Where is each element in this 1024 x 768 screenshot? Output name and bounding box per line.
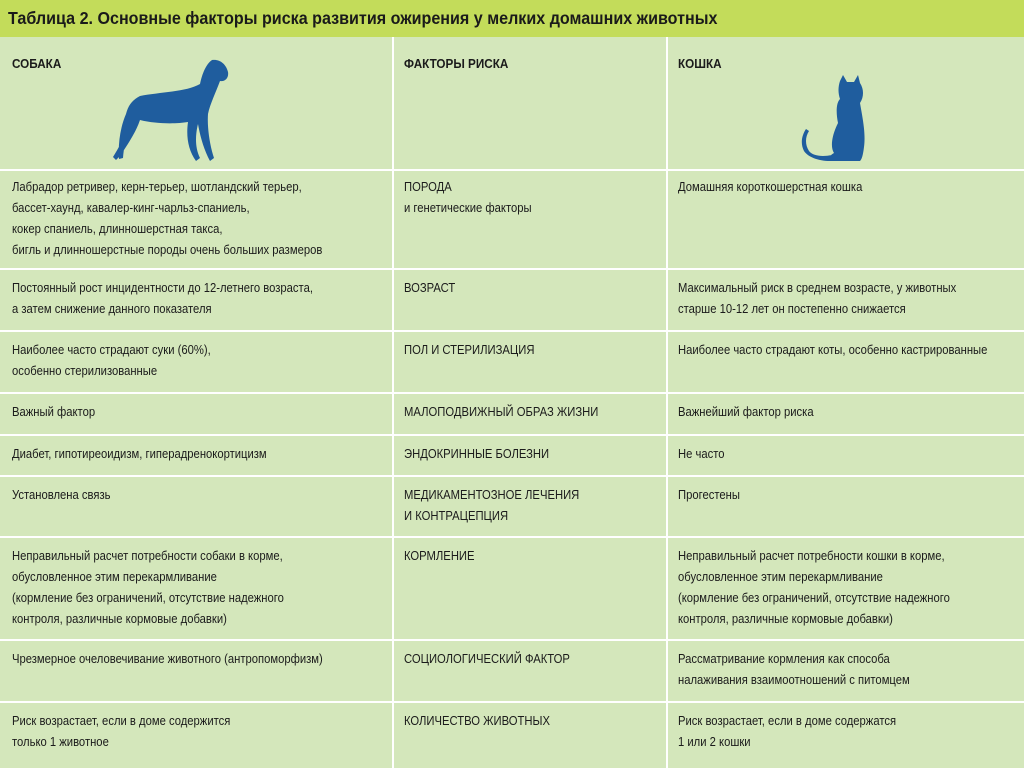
- factor-cell: ВОЗРАСТ: [404, 281, 456, 295]
- header-dog: СОБАКА: [12, 56, 62, 71]
- risk-factors-table: [0, 37, 1024, 768]
- dog-cell: Неправильный расчет потребности собаки в корме, обусловленное этим перекармливание (кормление без ограничений, отсутствие надежного контроля, различные кормовые добавки): [12, 549, 284, 626]
- table-row: [0, 538, 1024, 639]
- table-title: Таблица 2. Основные факторы риска развития ожирения у мелких домашних животных: [8, 8, 718, 28]
- table-row: [0, 332, 1024, 392]
- cat-silhouette-icon: [800, 75, 870, 165]
- table-row: [0, 641, 1024, 701]
- dog-cell: Установлена связь: [12, 488, 111, 502]
- cat-cell: Неправильный расчет потребности кошки в корме, обусловленное этим перекармливание (кормление без ограничений, отсутствие надежного контроля, различные кормовые добавки): [678, 549, 950, 626]
- cat-cell: Максимальный риск в среднем возрасте, у животных старше 10-12 лет он постепенно снижается: [678, 281, 957, 316]
- cat-cell: Наиболее часто страдают коты, особенно кастрированные: [678, 343, 988, 357]
- factor-cell: ПОЛ И СТЕРИЛИЗАЦИЯ: [404, 343, 535, 357]
- factor-cell: КОРМЛЕНИЕ: [404, 549, 475, 563]
- table-row: [0, 703, 1024, 768]
- factor-cell: МЕДИКАМЕНТОЗНОЕ ЛЕЧЕНИЯ И КОНТРАЦЕПЦИЯ: [404, 488, 580, 523]
- factor-cell: СОЦИОЛОГИЧЕСКИЙ ФАКТОР: [404, 652, 570, 666]
- cat-cell: Не часто: [678, 447, 725, 461]
- cat-cell: Риск возрастает, если в доме содержатся 1 или 2 кошки: [678, 714, 897, 749]
- dog-cell: Постоянный рост инцидентности до 12-летнего возраста, а затем снижение данного показателя: [12, 281, 313, 316]
- header-row: [0, 37, 1024, 169]
- dog-cell: Чрезмерное очеловечивание животного (антропоморфизм): [12, 652, 323, 666]
- factor-cell: ЭНДОКРИННЫЕ БОЛЕЗНИ: [404, 447, 550, 461]
- cat-cell: Важнейший фактор риска: [678, 405, 814, 419]
- dog-cell: Риск возрастает, если в доме содержится только 1 животное: [12, 714, 231, 749]
- table-row: [0, 270, 1024, 330]
- cat-cell: Рассматривание кормления как способа налаживания взаимоотношений с питомцем: [678, 652, 910, 687]
- title-bar: [0, 0, 1024, 37]
- factor-cell: МАЛОПОДВИЖНЫЙ ОБРАЗ ЖИЗНИ: [404, 405, 599, 419]
- table-row: [0, 394, 1024, 434]
- header-cat: КОШКА: [678, 56, 722, 71]
- dog-cell: Лабрадор ретривер, керн-терьер, шотландский терьер, бассет-хаунд, кавалер-кинг-чарльз-спаниель, кокер спаниель, длинношерстная такса, бигль и длинношерстные породы очень больших размеров: [12, 180, 323, 257]
- factor-cell: ПОРОДА и генетические факторы: [404, 180, 532, 215]
- table-row: [0, 171, 1024, 269]
- cat-cell: Прогестены: [678, 488, 740, 502]
- table-row: [0, 477, 1024, 536]
- factor-cell: КОЛИЧЕСТВО ЖИВОТНЫХ: [404, 714, 550, 728]
- dog-cell: Наиболее часто страдают суки (60%), особенно стерилизованные: [12, 343, 211, 378]
- dog-cell: Диабет, гипотиреоидизм, гиперадренокортицизм: [12, 447, 267, 461]
- dog-cell: Важный фактор: [12, 405, 96, 419]
- table-row: [0, 436, 1024, 476]
- header-factors: ФАКТОРЫ РИСКА: [404, 56, 509, 71]
- dog-silhouette-icon: [110, 58, 230, 164]
- cat-cell: Домашняя короткошерстная кошка: [678, 180, 863, 194]
